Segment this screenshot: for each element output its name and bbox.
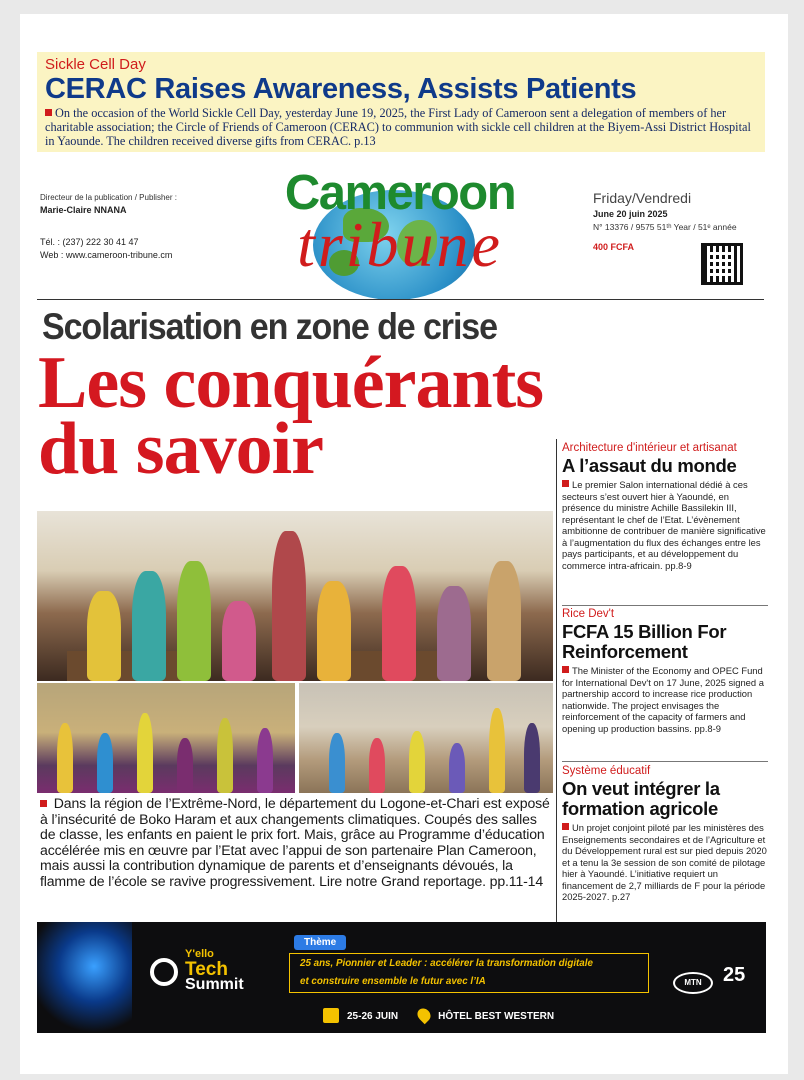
main-kicker: Scolarisation en zone de crise: [42, 306, 497, 347]
sidebar-body: [562, 822, 768, 903]
person-figure: [524, 723, 540, 793]
issue-number: N° 13376 / 9575 51ᵗʰ Year / 51ᵉ année: [593, 222, 737, 232]
desk: [67, 651, 187, 681]
location-pin-icon: [415, 1006, 433, 1024]
sidebar-body: [562, 665, 768, 734]
newspaper-front-page: [20, 14, 788, 1074]
robot-hand-image: [37, 922, 132, 1033]
sidebar-kicker: Rice Dev't: [562, 608, 615, 620]
masthead-logo[interactable]: [265, 166, 535, 304]
child-figure: [272, 531, 306, 681]
bullet-icon: [40, 800, 47, 807]
theme-text: [289, 953, 649, 993]
sidebar-title[interactable]: A l’assaut du monde: [562, 455, 737, 476]
brand-line-3: Summit: [185, 976, 244, 993]
person-figure: [489, 708, 505, 793]
contact-info: [40, 236, 260, 262]
logo-tribune: tribune: [297, 209, 503, 280]
issue-price: 400 FCFA: [593, 242, 635, 252]
sidebar-body-text: Un projet conjoint piloté par les ministères des Enseignements secondaires et de l’Agriculture et du Développement rural est sur pied depuis 2020 et a tenu la 3e session de son comité de pilotage hier à Yaoundé. L’initiative requiert un financement de 2,7 milliards de F pour la période 2025-2027. p.27: [562, 822, 767, 902]
schoolyard-photo: [299, 683, 553, 793]
calendar-icon: [323, 1008, 339, 1023]
person-figure: [369, 738, 385, 793]
masthead-divider: [37, 299, 764, 300]
banner-body: [45, 106, 757, 148]
bullet-icon: [45, 109, 52, 116]
sidebar-story-rice[interactable]: [562, 607, 768, 734]
headline-line-2: du savoir: [38, 408, 324, 490]
publisher-info: [40, 192, 260, 262]
mtn-logo: MTN: [673, 972, 713, 994]
main-story-body: [40, 796, 552, 890]
child-figure: [87, 591, 121, 681]
crowd-photo: [37, 683, 295, 793]
issue-info: [593, 190, 793, 252]
yello-tech-summit-ad[interactable]: [37, 922, 766, 1033]
child-figure: [437, 586, 471, 681]
theme-line-2: et construire ensemble le futur avec l’IA: [300, 976, 486, 987]
child-figure: [317, 581, 351, 681]
bullet-icon: [562, 823, 569, 830]
summit-logo-icon: [150, 958, 178, 986]
classroom-photo: [37, 511, 553, 681]
person-figure: [97, 733, 113, 793]
child-figure: [177, 561, 211, 681]
website[interactable]: Web : www.cameroon-tribune.cm: [40, 250, 173, 260]
top-banner-story[interactable]: [37, 52, 765, 152]
anniversary-logo: 25: [723, 964, 746, 986]
person-figure: [449, 743, 465, 793]
child-figure: [222, 601, 256, 681]
sidebar-kicker: Architecture d'intérieur et artisanat: [562, 442, 737, 454]
event-dates: 25-26 JUIN: [347, 1011, 399, 1022]
banner-title[interactable]: CERAC Raises Awareness, Assists Patients: [45, 73, 637, 105]
sidebar-separator: [562, 761, 768, 762]
sidebar-divider: [556, 439, 557, 929]
sidebar-title[interactable]: On veut intégrer la formation agricole: [562, 778, 720, 819]
bullet-icon: [562, 666, 569, 673]
banner-kicker: Sickle Cell Day: [45, 56, 146, 73]
issue-date: June 20 juin 2025: [593, 209, 668, 219]
banner-body-text: On the occasion of the World Sickle Cell Day, yesterday June 19, 2025, the First Lady of Cameroon sent a delegation of members of her charitable association; the Circle of Friends of Cameroon (CERAC) to communion with sickle cell children at the Biyem-Assi District Hospital in Yaounde. The children received diverse gifts from CERAC. p.13: [45, 106, 751, 148]
person-figure: [217, 718, 233, 793]
theme-label: Thème: [294, 935, 346, 950]
main-story-text: Dans la région de l’Extrême-Nord, le département du Logone-et-Chari est exposé à l’insécurité de Boko Haram et aux changements climatiques. Coupés des salles de classe, les enfants en paient le prix fort. Mais, grâce au Programme d’éducation accélérée mis en œuvre par l’Etat avec l’appui de son partenaire Plan Cameroon, mais aussi la contribution dynamique de parents et d’enseignants dévoués, la flamme de l’école se ravive progressivement. Lire notre Grand reportage. pp.11-14: [40, 795, 550, 889]
theme-line-1: 25 ans, Pionnier et Leader : accélérer la transformation digitale: [300, 958, 593, 969]
sidebar-body: [562, 479, 768, 571]
qr-code-icon[interactable]: [701, 243, 743, 285]
sidebar-body-text: Le premier Salon international dédié à ces secteurs s’est ouvert hier à Yaoundé, en présence du ministre Achille Bassilekin III, représentant le chef de l’Etat. L’évènement ambitionne de contribuer de manière significative à l’augmentation du flux des échanges entre les pays participants, et au développement du commerce intra-africain. pp.8-9: [562, 479, 766, 571]
sidebar-body-text: The Minister of the Economy and OPEC Fund for International Dev't on 17 June, 2025 signed a partnership accord to increase rice production nationwide. The project envisages the reinforcement of the capacity of farmers and opening up production bassins. pp.8-9: [562, 665, 764, 734]
sidebar-story-education[interactable]: [562, 764, 768, 903]
main-headline[interactable]: [38, 342, 738, 490]
person-figure: [329, 733, 345, 793]
child-figure: [487, 561, 521, 681]
person-figure: [409, 731, 425, 793]
issue-day: Friday/Vendredi: [593, 190, 692, 206]
person-figure: [57, 723, 73, 793]
brand-line-2: Tech: [185, 959, 228, 980]
publisher-name: Marie-Claire NNANA: [40, 205, 127, 215]
person-figure: [177, 738, 193, 793]
child-figure: [132, 571, 166, 681]
logo-cameroon: Cameroon: [284, 166, 516, 220]
brand-line-1: Y'ello: [185, 948, 214, 960]
phone-number: Tél. : (237) 222 30 41 47: [40, 237, 139, 247]
sidebar-separator: [562, 605, 768, 606]
summit-brand: [185, 947, 244, 992]
event-venue: HÔTEL BEST WESTERN: [438, 1011, 555, 1022]
event-details: [323, 1008, 554, 1023]
sidebar-title[interactable]: FCFA 15 Billion For Reinforcement: [562, 621, 727, 662]
person-figure: [137, 713, 153, 793]
sidebar-kicker: Système éducatif: [562, 765, 651, 777]
publisher-label: Directeur de la publication / Publisher :: [40, 193, 177, 202]
child-figure: [382, 566, 416, 681]
headline-line-1: Les conquérants: [38, 342, 544, 424]
person-figure: [257, 728, 273, 793]
